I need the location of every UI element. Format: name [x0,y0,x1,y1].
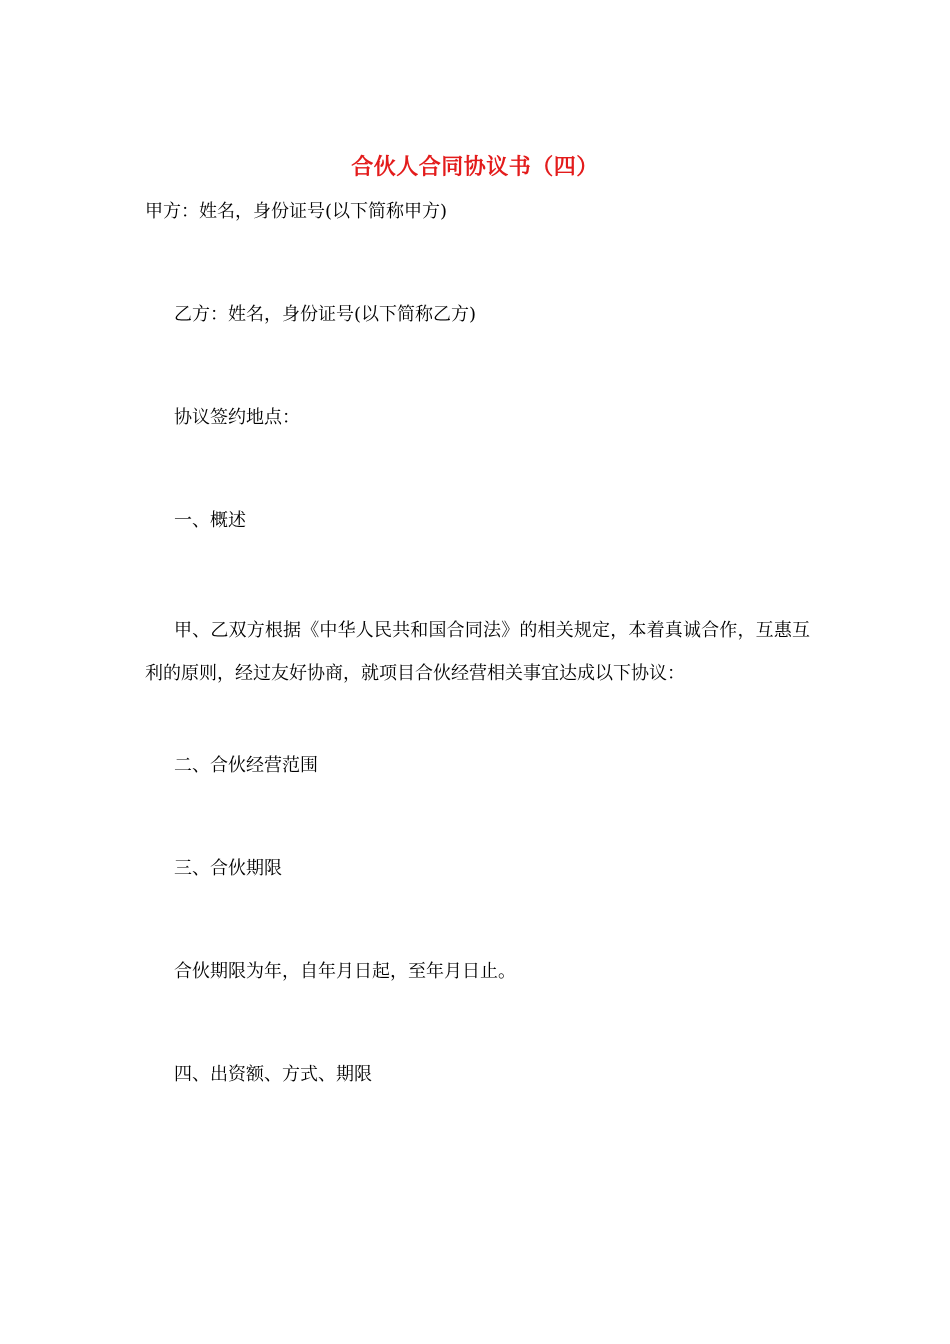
section-1-heading: 一、概述 [174,510,246,531]
section-2-heading: 二、合伙经营范围 [174,755,318,776]
party-a-line: 甲方：姓名，身份证号(以下简称甲方) [145,201,448,222]
signing-place-line: 协议签约地点： [174,407,300,428]
party-b-line: 乙方：姓名，身份证号(以下简称乙方) [174,304,477,325]
section-3-heading: 三、合伙期限 [174,858,282,879]
section-4-heading: 四、出资额、方式、期限 [174,1064,372,1085]
section-1-body: 甲、乙双方根据《中华人民共和国合同法》的相关规定，本着真诚合作，互惠互利的原则，经过友好协商，就项目合伙经营相关事宜达成以下协议： [145,620,810,684]
document-title: 合伙人合同协议书（四） [351,154,599,180]
section-3-body: 合伙期限为年，自年月日起，至年月日止。 [174,961,516,982]
